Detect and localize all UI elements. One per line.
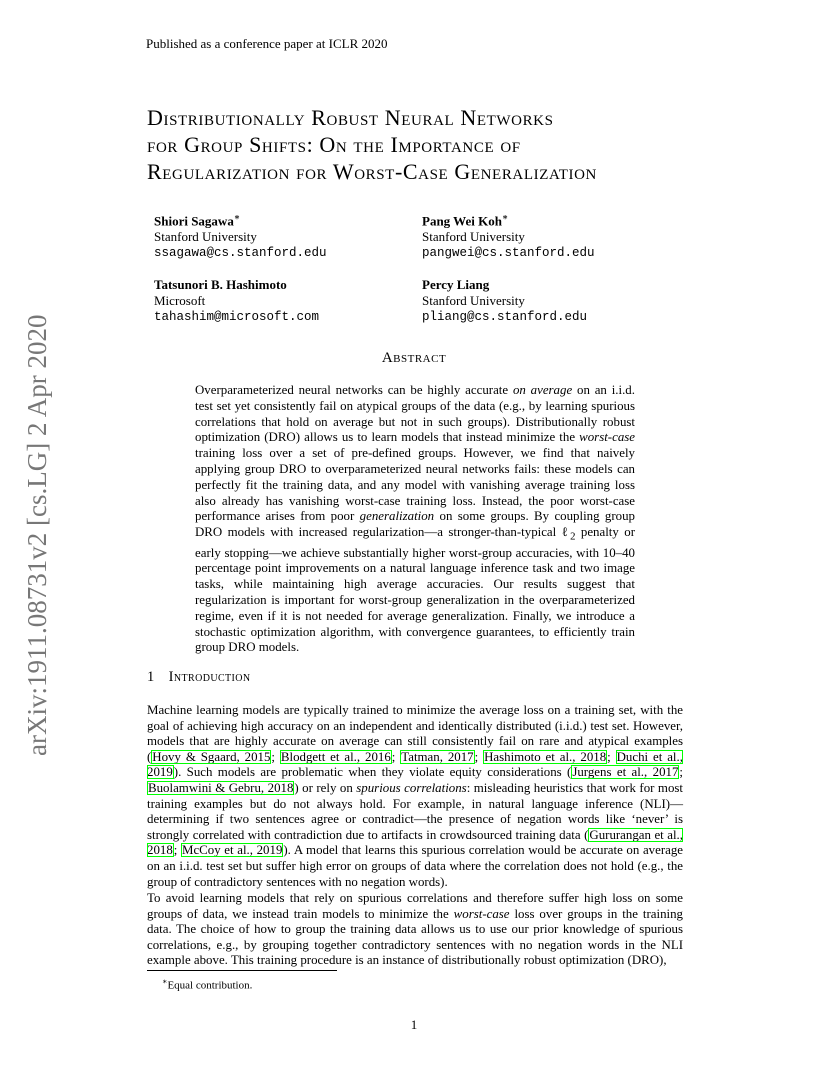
author-email[interactable]: ssagawa@cs.stanford.edu bbox=[154, 246, 327, 261]
footnote-mark: ∗ bbox=[162, 977, 168, 986]
citation-link[interactable]: Buolamwini & Gebru, 2018 bbox=[148, 780, 294, 795]
arxiv-identifier: arXiv:1911.08731v2 [cs.LG] 2 Apr 2020 bbox=[22, 314, 52, 756]
page-number: 1 bbox=[410, 1017, 418, 1032]
citation-link[interactable]: Hashimoto et al., 2018 bbox=[484, 749, 607, 764]
author-name: Pang Wei Koh bbox=[422, 213, 502, 229]
author-block bbox=[422, 209, 595, 261]
running-header: Published as a conference paper at ICLR 2020 bbox=[146, 36, 388, 51]
author-block bbox=[154, 277, 319, 325]
title-line-2: for Group Shifts: On the Importance of bbox=[147, 132, 521, 157]
title-line-1: Distributionally Robust Neural Networks bbox=[147, 105, 554, 130]
equal-contribution-mark: ∗ bbox=[233, 212, 241, 222]
citation-link[interactable]: McCoy et al., 2019 bbox=[182, 843, 283, 858]
paper-title bbox=[147, 104, 707, 185]
citation-link[interactable]: Hovy & Sgaard, 2015 bbox=[152, 749, 271, 764]
intro-paragraph-1: Machine learning models are typically trained to minimize the average loss on a training set, with the goal of achieving high accuracy on an independent and identically distributed (i.i.d.) test set. However, models that are highly accurate on average can still consistently fail on rare and atypical examples (Hovy & Sgaard, 2015; Blodgett et al., 2016; Tatman, 2017; Hashimoto et al., 2018; Duchi et al., 2019). Such models are problematic when they violate equity considerations (Jurgens et al., 2017; Buolamwini & Gebru, 2018) or rely on spurious correlations: misleading heuristics that work for most training examples but do not always hold. For example, in natural language inference (NLI)—determining if two sentences agree or contradict—the presence of negation words like ‘never’ is strongly correlated with contradiction due to artifacts in crowdsourced training data (Gururangan et al., 2018; McCoy et al., 2019). A model that learns this spurious correlation would be accurate on average on an i.i.d. test set but suffer high error on groups of data where the correlation does not hold (e.g., the group of contradictory sentences with no negation words). bbox=[147, 703, 684, 889]
footnote-rule bbox=[147, 970, 337, 971]
author-block bbox=[422, 277, 587, 325]
title-line-3: Regularization for Worst-Case Generalization bbox=[147, 159, 597, 184]
equal-contribution-mark: ∗ bbox=[501, 212, 509, 222]
section-title: Introduction bbox=[168, 669, 251, 685]
section-number: 1 bbox=[147, 669, 155, 685]
author-affiliation: Microsoft bbox=[154, 293, 206, 308]
citation-link[interactable]: Duchi et al., 2019 bbox=[147, 749, 683, 780]
author-email[interactable]: pangwei@cs.stanford.edu bbox=[422, 246, 595, 261]
citation-link[interactable]: Blodgett et al., 2016 bbox=[280, 749, 391, 764]
arxiv-sidebar bbox=[0, 0, 50, 1072]
abstract-heading: Abstract bbox=[381, 350, 447, 366]
author-affiliation: Stanford University bbox=[154, 229, 257, 245]
author-name: Shiori Sagawa bbox=[154, 213, 234, 229]
citation-link[interactable]: Jurgens et al., 2017 bbox=[572, 765, 679, 780]
footnote bbox=[162, 977, 252, 992]
author-block bbox=[154, 209, 327, 261]
citation-link[interactable]: Tatman, 2017 bbox=[401, 749, 474, 764]
author-affiliation: Stanford University bbox=[422, 293, 525, 308]
author-name: Percy Liang bbox=[422, 277, 490, 292]
citation-link[interactable]: Gururangan et al., 2018 bbox=[147, 827, 683, 858]
section-heading bbox=[147, 669, 251, 686]
abstract-body: Overparameterized neural networks can be highly accurate on average on an i.i.d. test set yet consistently fail on atypical groups of the data (e.g., by learning spurious correlations that hold on average but not in such groups). Distributionally robust optimization (DRO) allows us to learn models that instead minimize the worst-case training loss over a set of pre-defined groups. However, we find that naively applying group DRO to overparameterized neural networks fails: these models can perfectly fit the training data, and any model with vanishing average training loss also already has vanishing worst-case training loss. Instead, the poor worst-case performance arises from poor generalization on some groups. By coupling group DRO models with increased regularization—a stronger-than-typical ℓ$_2$ penalty or early stopping—we achieve substantially higher worst-group accuracies, with 10–40 percentage point improvements on a natural language inference task and two image tasks, while maintaining high average accuracies. Our results suggest that regularization is important for worst-group generalization in the overparameterized regime, even if it is not needed for average generalization. Finally, we introduce a stochastic optimization algorithm, with convergence guarantees, to efficiently train group DRO models. bbox=[195, 383, 635, 655]
author-name: Tatsunori B. Hashimoto bbox=[154, 277, 287, 292]
intro-paragraph-2: To avoid learning models that rely on spurious correlations and therefore suffer high loss on some groups of data, we instead train models to minimize the worst-case loss over groups in the training data. The choice of how to group the training data allows us to use our prior knowledge of spurious correlations, e.g., by grouping together contradictory sentences with no negation words in the NLI example above. This training procedure is an instance of distributionally robust optimization (DRO), bbox=[147, 891, 683, 968]
author-email[interactable]: tahashim@microsoft.com bbox=[154, 310, 320, 324]
footnote-text: Equal contribution. bbox=[167, 979, 253, 992]
author-email[interactable]: pliang@cs.stanford.edu bbox=[422, 310, 588, 324]
author-affiliation: Stanford University bbox=[422, 229, 525, 245]
